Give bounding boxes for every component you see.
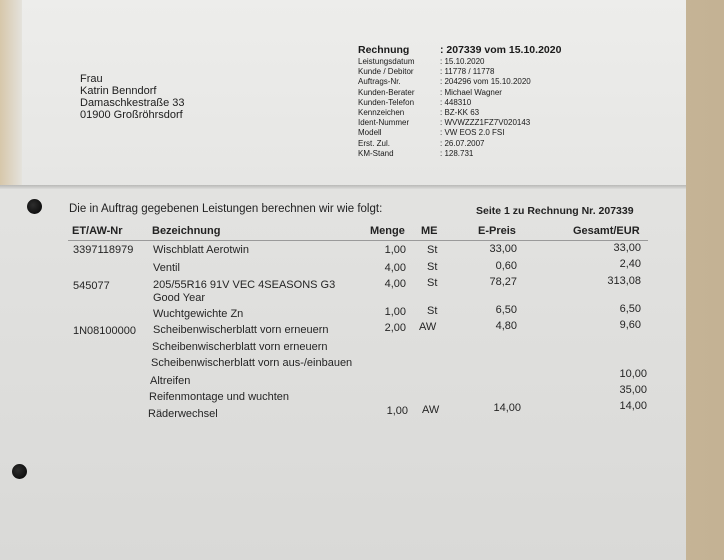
cell-total: 14,00 <box>619 400 647 412</box>
cell-description: Wuchtgewichte Zn <box>153 308 244 320</box>
cell-part-no: 1N08100000 <box>73 325 137 337</box>
cell-total: 35,00 <box>619 384 647 396</box>
cell-description: Wischblatt Aerotwin <box>153 244 249 256</box>
meta-label: Auftrags-Nr. <box>358 77 401 87</box>
meta-value: : BZ-KK 63 <box>440 108 480 118</box>
cell-quantity: 1,00 <box>386 405 408 417</box>
invoice-title-value: : 207339 vom 15.10.2020 <box>440 44 562 56</box>
cell-description: Räderwechsel <box>148 408 218 420</box>
invoice-title-label: Rechnung <box>358 44 410 56</box>
cell-quantity: 4,00 <box>384 262 406 274</box>
col-header-unit-price: E-Preis <box>478 225 516 237</box>
cell-total: 313,08 <box>607 275 641 287</box>
meta-value: : WVWZZZ1FZ7V020143 <box>440 118 531 128</box>
meta-value: : VW EOS 2.0 FSI <box>440 128 505 138</box>
meta-row <box>358 128 561 138</box>
cell-description: Altreifen <box>150 375 191 387</box>
cell-unit-price: 4,80 <box>495 320 517 332</box>
meta-value: : 448310 <box>440 97 472 107</box>
cell-unit-price: 14,00 <box>493 402 521 414</box>
meta-label: Leistungsdatum <box>358 57 415 66</box>
invoice-title <box>358 44 561 57</box>
meta-row <box>358 108 561 118</box>
meta-value: : 11778 / 11778 <box>440 67 495 77</box>
cell-unit-price: 78,27 <box>489 276 517 288</box>
cell-unit: AW <box>422 404 440 416</box>
cell-unit: St <box>427 261 438 273</box>
cell-unit: St <box>427 277 438 289</box>
cell-description: Scheibenwischerblatt vorn erneuern <box>153 324 329 336</box>
recipient-salutation: Frau <box>80 73 103 85</box>
paper-edge <box>0 0 22 185</box>
recipient-city: 01900 Großröhrsdorf <box>80 109 183 121</box>
cell-part-no: 545077 <box>73 280 110 292</box>
meta-row <box>358 67 561 77</box>
cell-total: 33,00 <box>613 242 641 254</box>
cell-description: Reifenmontage und wuchten <box>149 391 290 403</box>
header-divider <box>68 240 648 241</box>
col-header-quantity: Menge <box>370 225 405 237</box>
cell-unit-price: 33,00 <box>489 243 517 255</box>
meta-row <box>358 88 561 98</box>
meta-label: Kunden-Telefon <box>358 97 415 107</box>
cell-total: 6,50 <box>619 303 641 315</box>
cell-description: Scheibenwischerblatt vorn aus-/einbauen <box>151 357 353 369</box>
meta-value: : 15.10.2020 <box>440 57 485 66</box>
cell-quantity: 1,00 <box>384 306 406 318</box>
cell-total: 9,60 <box>619 319 641 331</box>
recipient-street: Damaschkestraße 33 <box>80 97 185 109</box>
cell-unit: St <box>427 305 438 317</box>
cell-quantity: 2,00 <box>384 322 406 334</box>
cell-total: 2,40 <box>619 258 641 270</box>
col-header-part-no: ET/AW-Nr <box>72 225 123 237</box>
meta-row <box>358 77 561 87</box>
cell-description-line2: Good Year <box>153 292 205 304</box>
invoice-meta <box>358 44 561 159</box>
recipient-name: Katrin Benndorf <box>80 85 157 97</box>
cell-unit: AW <box>419 321 437 333</box>
intro-text: Die in Auftrag gegebenen Leistungen berechnen wir wie folgt: <box>69 203 383 215</box>
col-header-total: Gesamt/EUR <box>573 225 640 237</box>
page-reference: Seite 1 zu Rechnung Nr. 207339 <box>476 205 634 217</box>
cell-part-no: 3397118979 <box>73 244 134 256</box>
recipient-address <box>80 73 185 121</box>
cell-unit-price: 6,50 <box>495 304 517 316</box>
cell-description: 205/55R16 91V VEC 4SEASONS G3 <box>153 279 336 291</box>
meta-label: Ident-Nummer <box>358 118 410 128</box>
cell-description: Scheibenwischerblatt vorn erneuern <box>152 341 328 353</box>
meta-value: : 204296 vom 15.10.2020 <box>440 77 531 87</box>
cell-quantity: 1,00 <box>384 244 406 256</box>
meta-label: Kennzeichen <box>358 108 405 118</box>
cell-quantity: 4,00 <box>384 278 406 290</box>
cell-unit: St <box>427 244 438 256</box>
punch-hole-icon <box>27 199 42 214</box>
meta-row <box>358 118 561 128</box>
cell-unit-price: 0,60 <box>495 260 517 272</box>
meta-row <box>358 57 561 67</box>
meta-label: Modell <box>358 128 382 138</box>
meta-value: : 128.731 <box>440 148 474 158</box>
meta-value: : 26.07.2007 <box>440 138 485 148</box>
cell-total: 10,00 <box>619 368 647 380</box>
meta-label: KM-Stand <box>358 148 394 158</box>
meta-row <box>358 139 561 149</box>
paper-fold <box>0 185 686 189</box>
meta-label: Kunde / Debitor <box>358 67 414 77</box>
cell-description: Ventil <box>153 262 180 274</box>
col-header-description: Bezeichnung <box>152 225 221 237</box>
meta-label: Erst. Zul. <box>358 138 391 148</box>
meta-row <box>358 98 561 108</box>
meta-row <box>358 149 561 159</box>
punch-hole-icon <box>12 464 27 479</box>
col-header-unit: ME <box>421 225 438 237</box>
meta-value: : Michael Wagner <box>440 87 502 97</box>
meta-label: Kunden-Berater <box>358 87 415 97</box>
